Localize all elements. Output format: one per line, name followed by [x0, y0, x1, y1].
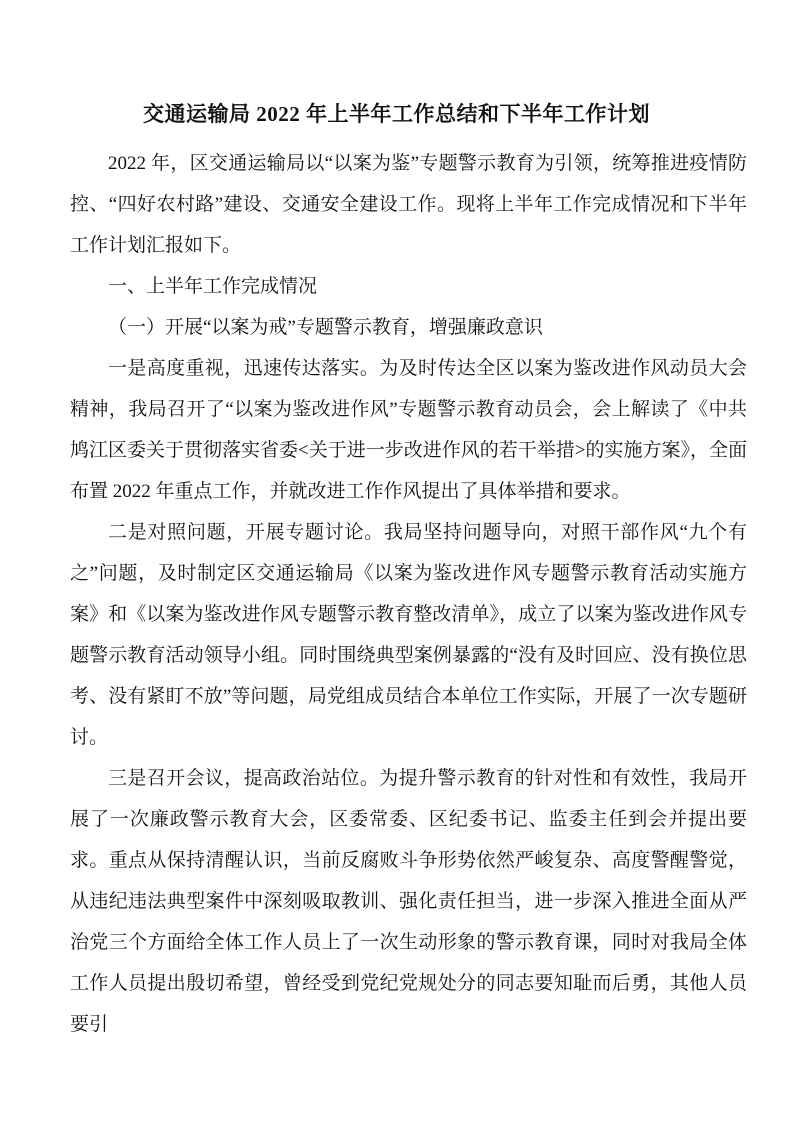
intro-paragraph: 2022 年，区交通运输局以“以案为鉴”专题警示教育为引领，统筹推进疫情防控、“四好农村路”建设、交通安全建设工作。现将上半年工作完成情况和下半年工作计划汇报如下。: [70, 153, 747, 256]
document-body: [70, 143, 747, 1045]
body-paragraph-point-one: 一是高度重视，迅速传达落实。为及时传达全区以案为鉴改进作风动员大会精神，我局召开了“以案为鉴改进作风”专题警示教育动员会，会上解读了《中共鸠江区委关于贯彻落实省委<关于进一步改进作风的若干举措>的实施方案》，全面布置 2022 年重点工作，并就改进工作作风提出了具体举措和要求。: [70, 358, 747, 502]
body-paragraph-point-three: 三是召开会议，提高政治站位。为提升警示教育的针对性和有效性，我局开展了一次廉政警示教育大会，区委常委、区纪委书记、监委主任到会并提出要求。重点从保持清醒认识，当前反腐败斗争形势依然严峻复杂、高度警醒警觉，从违纪违法典型案件中深刻吸取教训、强化责任担当，进一步深入推进全面从严治党三个方面给全体工作人员上了一次生动形象的警示教育课，同时对我局全体工作人员提出殷切希望，曾经受到党纪党规处分的同志要知耻而后勇，其他人员要引: [70, 768, 747, 1035]
document-title: 交通运输局 2022 年上半年工作总结和下半年工作计划: [143, 102, 650, 126]
section-heading-first-half-summary: 一、上半年工作完成情况: [108, 276, 318, 297]
subsection-heading-warning-education: （一）开展“以案为戒”专题警示教育，增强廉政意识: [108, 317, 543, 338]
body-paragraph-point-two: 二是对照问题，开展专题讨论。我局坚持问题导向，对照干部作风“九个有之”问题，及时制定区交通运输局《以案为鉴改进作风专题警示教育活动实施方案》和《以案为鉴改进作风专题警示教育整改清单》，成立了以案为鉴改进作风专题警示教育活动领导小组。同时围绕典型案例暴露的“没有及时回应、没有换位思考、没有紧盯不放”等问题，局党组成员结合本单位工作实际，开展了一次专题研讨。: [70, 522, 747, 748]
